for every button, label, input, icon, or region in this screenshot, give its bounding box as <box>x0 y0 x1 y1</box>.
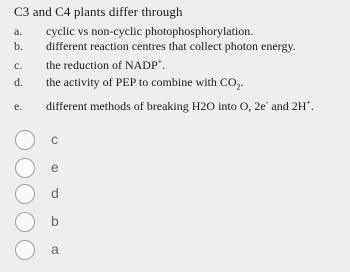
option-text: the activity of PEP to combine with $CO_2$. <box>46 75 244 92</box>
question-stem: C3 and C4 plants differ through <box>14 4 183 19</box>
option-text: cyclic vs non-cyclic photophosphorylation. <box>46 24 254 38</box>
option-text: different methods of breaking H2O into O, 2e- and 2H+. <box>46 98 314 113</box>
choice-label: e <box>51 159 59 175</box>
answer-choice-c[interactable] <box>15 130 135 152</box>
option-letter: a. <box>14 24 23 38</box>
option-letter: e. <box>14 99 23 113</box>
radio-button[interactable] <box>15 158 35 178</box>
radio-button[interactable] <box>15 130 35 150</box>
choice-label: c <box>51 131 58 147</box>
radio-button[interactable] <box>15 184 35 204</box>
option-letter: d. <box>14 75 23 89</box>
choice-label: b <box>51 213 59 229</box>
answer-choice-e[interactable] <box>15 158 135 180</box>
option-text: the reduction of NADP+. <box>46 57 166 72</box>
choice-label: d <box>51 185 59 201</box>
option-text: different reaction centres that collect photon energy. <box>46 39 296 53</box>
choice-label: a <box>51 241 59 257</box>
option-letter: c. <box>14 58 23 72</box>
answer-choice-a[interactable] <box>15 240 135 262</box>
radio-button[interactable] <box>15 212 35 232</box>
answer-choice-d[interactable] <box>15 184 135 206</box>
radio-button[interactable] <box>15 240 35 260</box>
option-letter: b. <box>14 39 23 53</box>
answer-choice-b[interactable] <box>15 212 135 234</box>
